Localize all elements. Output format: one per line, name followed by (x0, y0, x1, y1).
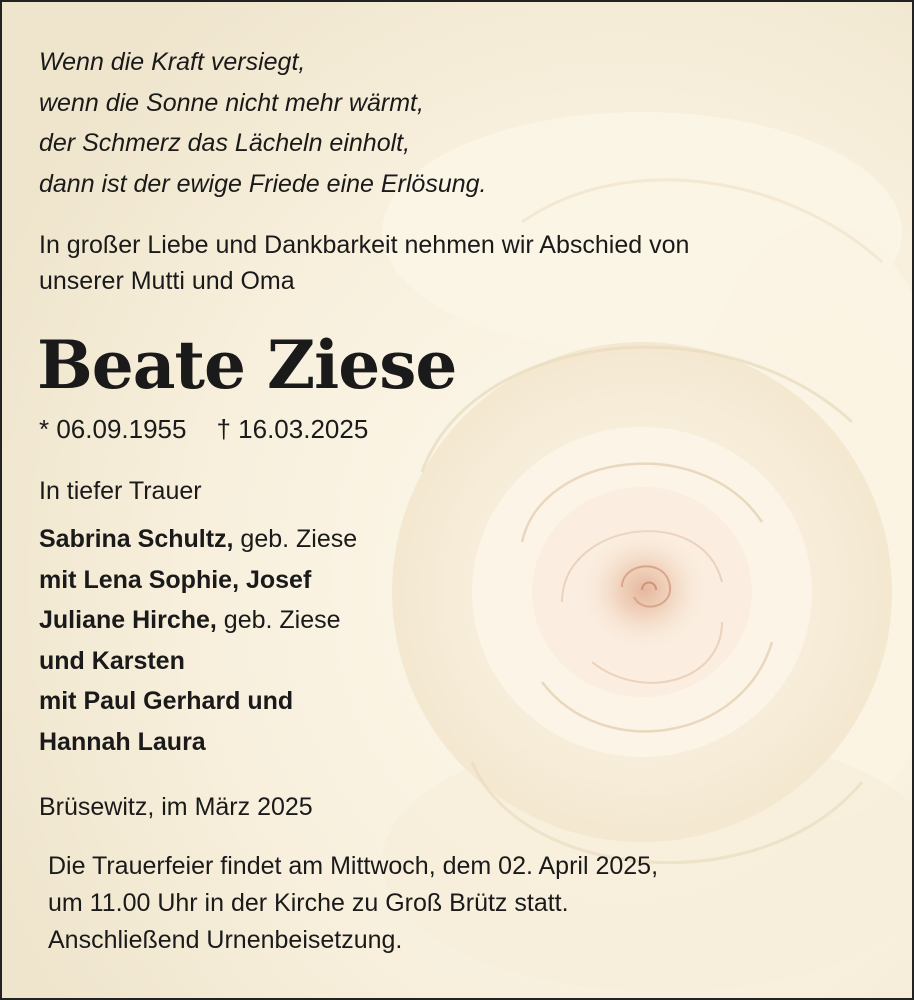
poem-line: der Schmerz das Lächeln einholt, (39, 129, 411, 157)
funeral-line: um 11.00 Uhr in der Kirche zu Groß Brütz statt. (48, 889, 569, 917)
mourner-name: Hannah Laura (39, 727, 206, 756)
intro-line: In großer Liebe und Dankbarkeit nehmen wir Abschied von (39, 231, 690, 259)
funeral-line: Anschließend Urnenbeisetzung. (48, 926, 403, 954)
mourner-line (39, 560, 357, 601)
mourner-line (39, 722, 357, 763)
poem-line: wenn die Sonne nicht mehr wärmt, (39, 88, 424, 117)
mourner-name: mit Paul Gerhard und (39, 687, 294, 716)
birth-date: * 06.09.1955 (39, 414, 187, 444)
mourner-line (39, 600, 357, 641)
mourning-label: In tiefer Trauer (39, 477, 202, 505)
mourners-list (39, 519, 357, 763)
mourner-name: Sabrina Schultz, (39, 525, 234, 553)
mourner-note: geb. Ziese (216, 606, 341, 635)
life-dates (39, 412, 368, 446)
deceased-name: Beate Ziese (37, 326, 457, 404)
mourner-line (39, 641, 357, 682)
mourner-note: geb. Ziese (233, 525, 358, 553)
poem (39, 42, 487, 204)
place-and-date: Brüsewitz, im März 2025 (39, 793, 313, 821)
death-date: † 16.03.2025 (216, 414, 369, 444)
funeral-notice (48, 848, 658, 959)
mourner-line (39, 681, 357, 722)
mourner-line (39, 519, 357, 560)
intro-line: unserer Mutti und Oma (39, 267, 295, 295)
poem-line: Wenn die Kraft versiegt, (39, 48, 306, 76)
mourner-name: mit Lena Sophie, Josef (39, 565, 312, 594)
mourner-name: Juliane Hirche, (39, 606, 217, 635)
poem-line: dann ist der ewige Friede eine Erlösung. (39, 169, 487, 198)
mourner-name: und Karsten (39, 646, 185, 675)
funeral-line: Die Trauerfeier findet am Mittwoch, dem 02. April 2025, (48, 852, 659, 880)
farewell-intro (39, 227, 689, 299)
